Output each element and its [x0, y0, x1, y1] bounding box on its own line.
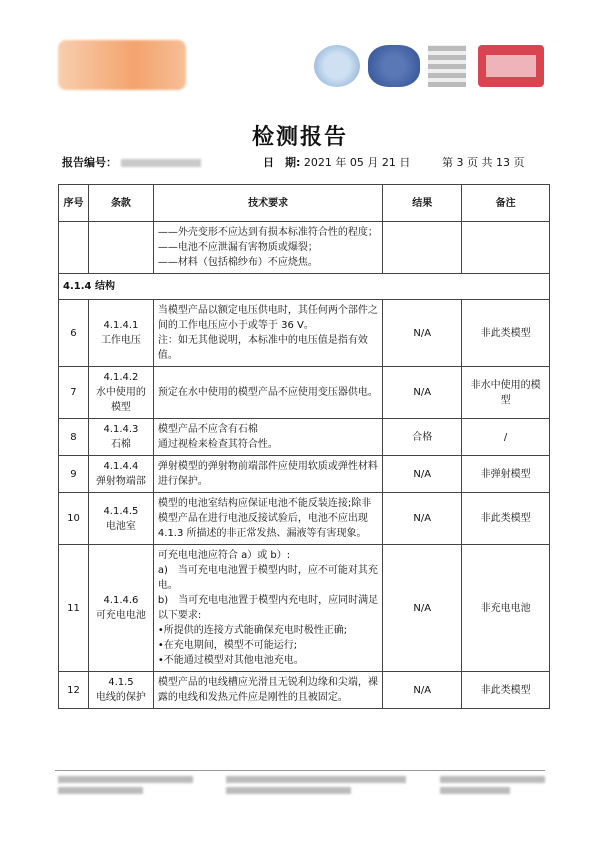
requirement-cell: 弹射模型的弹射物前端部件应使用软质或弹性材料进行保护。: [153, 456, 382, 493]
result-cell: N/A: [383, 672, 462, 709]
page-title: 检测报告: [251, 125, 348, 150]
result-cell: 合格: [383, 419, 462, 456]
row-number: 10: [59, 493, 89, 545]
table-row: [59, 545, 550, 672]
result-cell: N/A: [383, 367, 462, 419]
requirement-cell: 模型产品的电线槽应光滑且无锐利边缘和尖端，裸露的电线和发热元件应是刚性的且被固定。: [153, 672, 382, 709]
note-cell: /: [462, 419, 550, 456]
row-number: 6: [59, 300, 89, 367]
requirement-cell: 模型产品不应含有石棉 通过视检来检查其符合性。: [153, 419, 382, 456]
certification-logo: [478, 45, 544, 87]
section-row: 4.1.4 结构: [59, 274, 550, 300]
clause-cell: 4.1.4.1 工作电压: [88, 300, 153, 367]
row-number: 8: [59, 419, 89, 456]
page-number: 第 3 页 共 13 页: [442, 156, 525, 169]
accreditation-logo: [368, 45, 420, 87]
inspection-table: [58, 184, 550, 709]
header-requirement: 技术要求: [153, 185, 382, 222]
requirement-cell: ——外壳变形不应达到有损本标准符合性的程度； ——电池不应泄漏有害物质或爆裂； ——材料（包括棉纱布）不应烧焦。: [153, 222, 382, 274]
row-number: 12: [59, 672, 89, 709]
footer-divider: [55, 770, 545, 771]
row-number: 9: [59, 456, 89, 493]
table-row: [59, 419, 550, 456]
result-cell: N/A: [383, 493, 462, 545]
report-date: 日 期: 2021 年 05 月 21 日: [263, 156, 411, 169]
row-number: 7: [59, 367, 89, 419]
table-row: [59, 672, 550, 709]
qr-code: [428, 45, 466, 87]
note-cell: 非弹射模型: [462, 456, 550, 493]
clause-cell: 4.1.4.5 电池室: [88, 493, 153, 545]
note-cell: 非此类模型: [462, 300, 550, 367]
table-row: [59, 222, 550, 274]
report-number: 报告编号：: [62, 154, 201, 170]
accreditation-logo: [314, 45, 360, 87]
clause-cell: 4.1.5 电线的保护: [88, 672, 153, 709]
note-cell: 非此类模型: [462, 672, 550, 709]
header-clause: 条款: [88, 185, 153, 222]
row-number: 11: [59, 545, 89, 672]
result-cell: N/A: [383, 545, 462, 672]
clause-cell: 4.1.4.6 可充电电池: [88, 545, 153, 672]
result-cell: N/A: [383, 456, 462, 493]
clause-cell: 4.1.4.2 水中使用的模型: [88, 367, 153, 419]
company-logo: [58, 40, 186, 90]
table-header: [59, 185, 550, 222]
clause-cell: 4.1.4.3 石棉: [88, 419, 153, 456]
table-row: [59, 367, 550, 419]
note-cell: 非水中使用的模型: [462, 367, 550, 419]
requirement-cell: 可充电电池应符合 a）或 b）: a) 当可充电电池置于模型内时，应不可能对其充电。 b) 当可充电电池置于模型内充电时，应同时满足以下要求: •所提供的连接方式能确保充电时极性正确; •在充电期间，模型不可能运行; •不能通过模型对其他电池充电。: [153, 545, 382, 672]
result-cell: N/A: [383, 300, 462, 367]
table-row: [59, 300, 550, 367]
header-note: 备注: [462, 185, 550, 222]
table-row: [59, 456, 550, 493]
requirement-cell: 模型的电池室结构应保证电池不能反装连接;除非模型产品在进行电池反接试验后，电池不应出现 4.1.3 所描述的非正常发热、漏液等有害现象。: [153, 493, 382, 545]
requirement-cell: 当模型产品以额定电压供电时，其任何两个部件之间的工作电压应小于或等于 36 V。 注：如无其他说明，本标准中的电压值是指有效值。: [153, 300, 382, 367]
table-row: [59, 493, 550, 545]
note-cell: 非此类模型: [462, 493, 550, 545]
header-result: 结果: [383, 185, 462, 222]
requirement-cell: 预定在水中使用的模型产品不应使用变压器供电。: [153, 367, 382, 419]
header-no: 序号: [59, 185, 89, 222]
clause-cell: 4.1.4.4 弹射物端部: [88, 456, 153, 493]
note-cell: 非充电电池: [462, 545, 550, 672]
